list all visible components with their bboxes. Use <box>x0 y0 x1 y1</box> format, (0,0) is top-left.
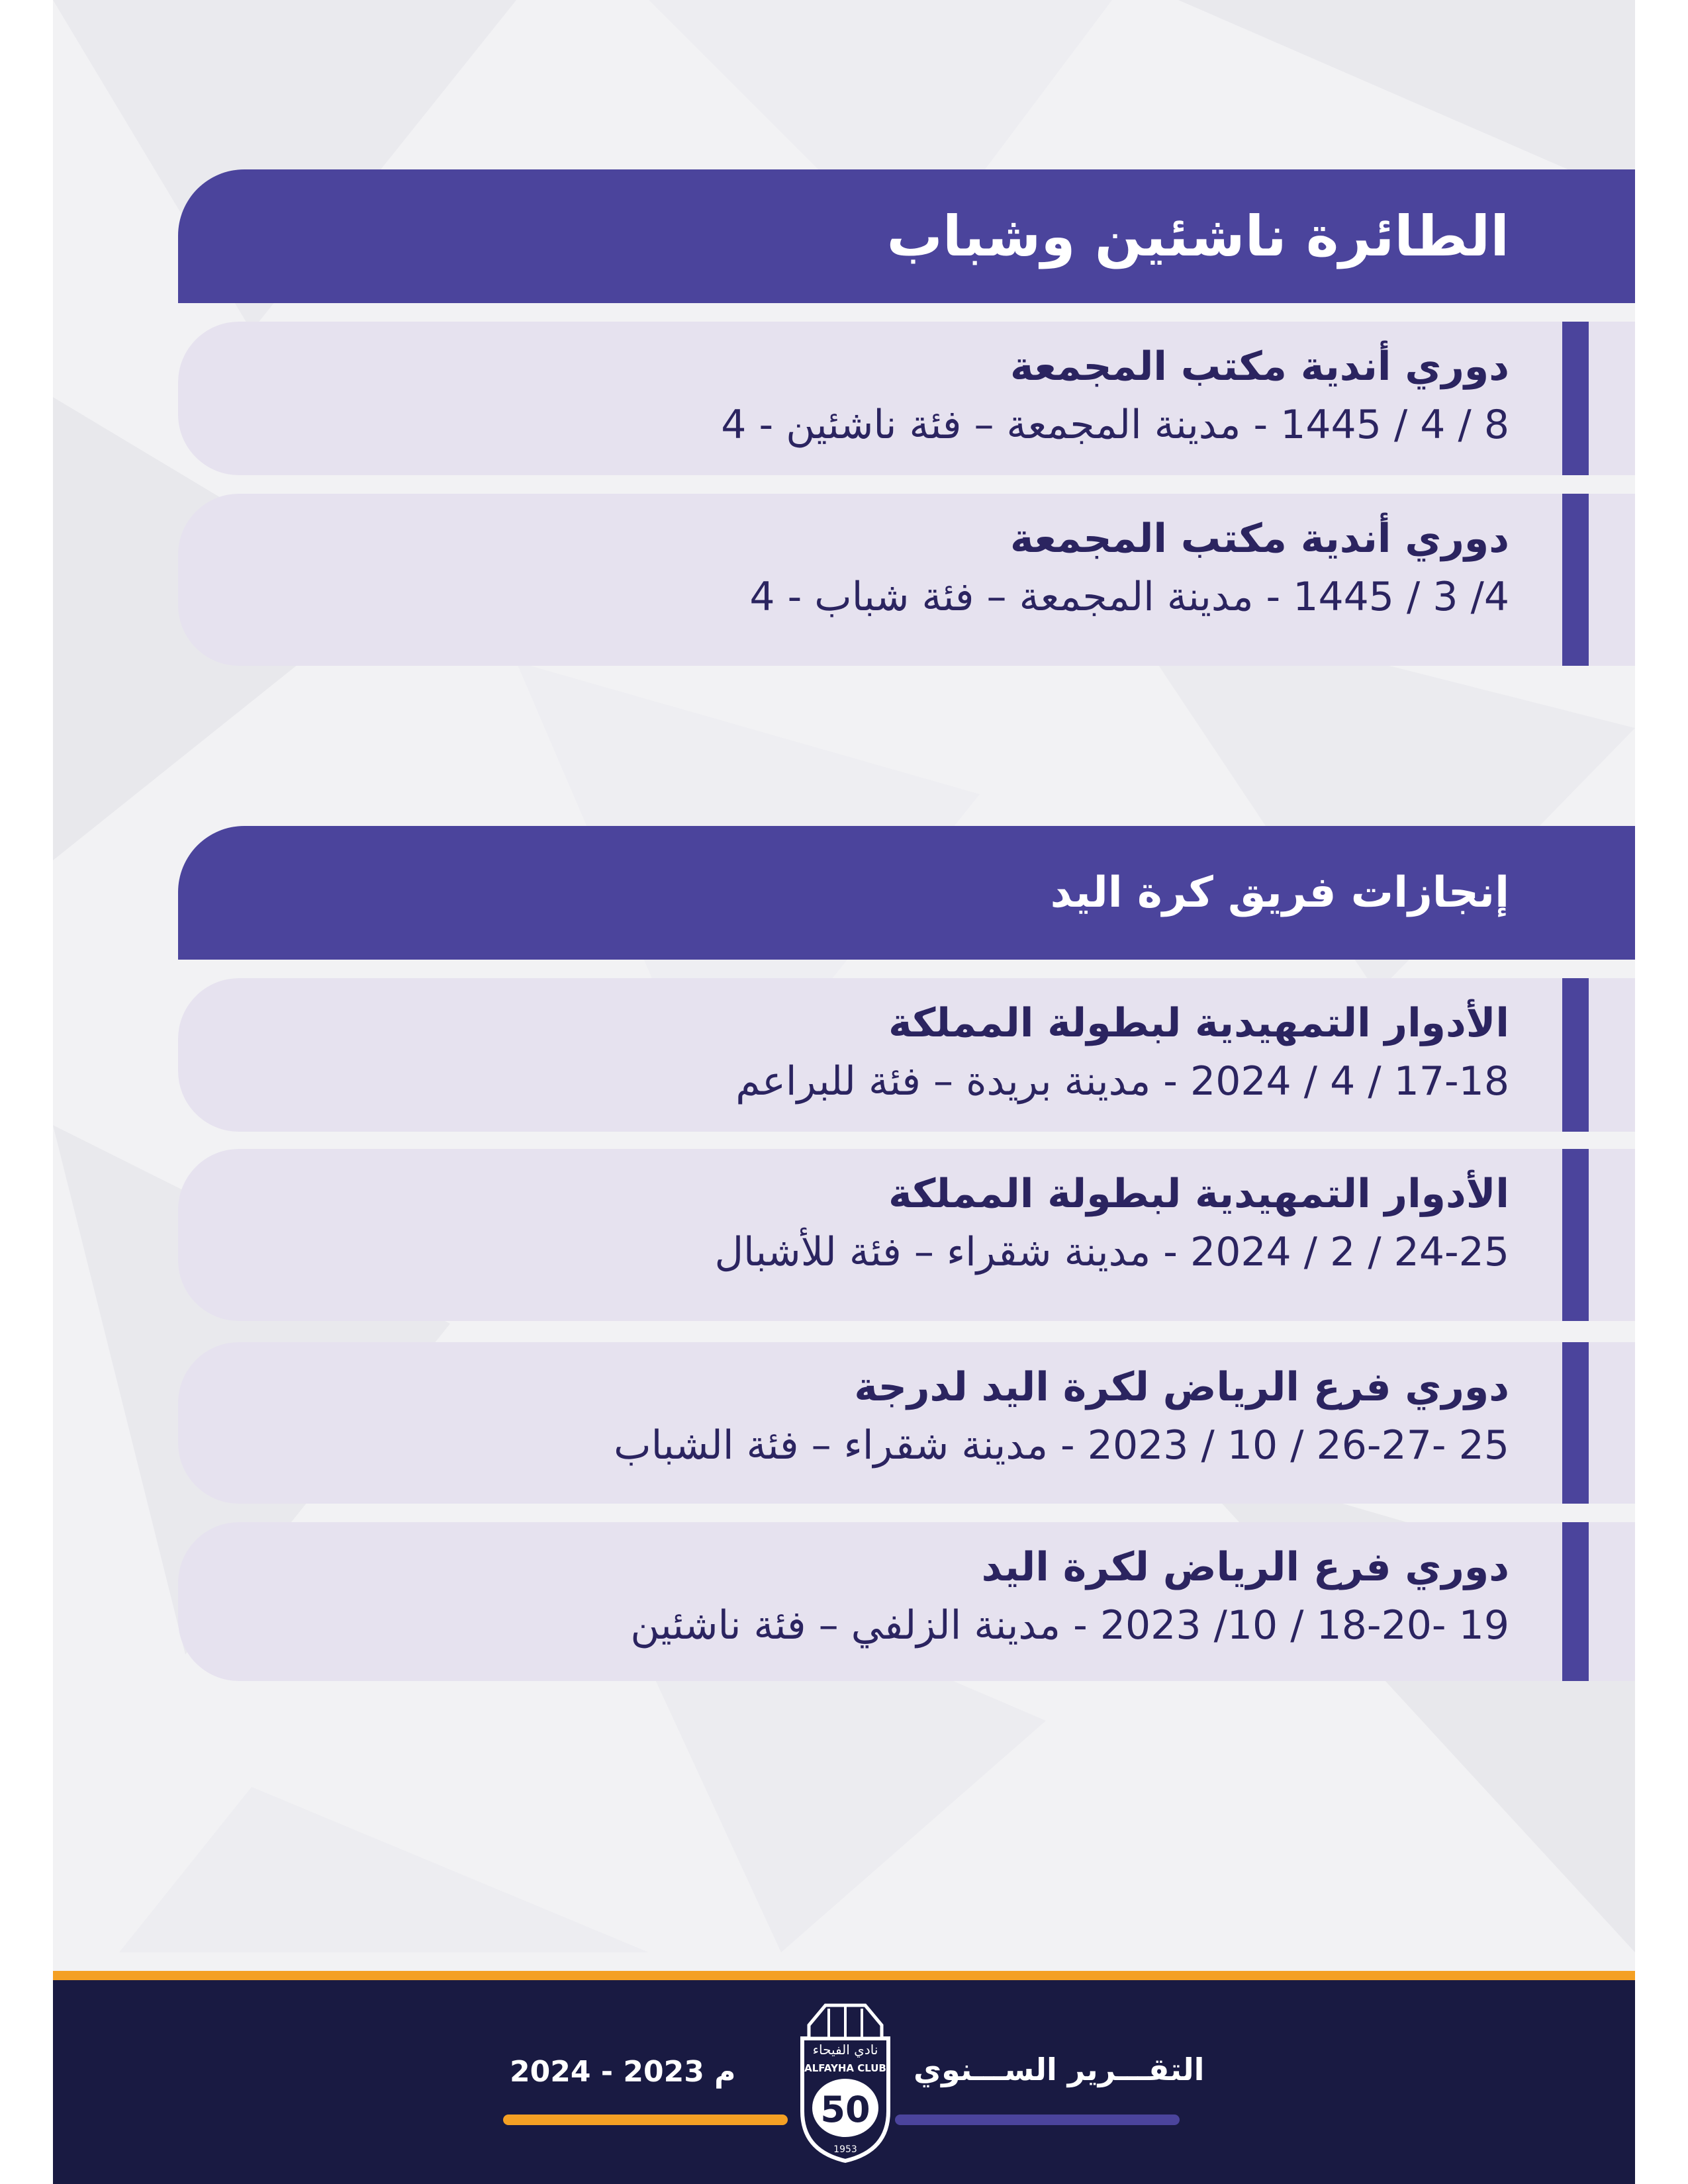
card-accent-bar <box>1562 1149 1589 1321</box>
card-detail: 17-18 / 4 / 2024 - مدينة بريدة – فئة للبراعم <box>735 1058 1509 1105</box>
club-logo-icon <box>789 1999 902 2164</box>
achievement-card <box>178 1522 1635 1681</box>
card-title: دوري أندية مكتب المجمعة <box>1009 343 1509 390</box>
section-title: إنجازات فريق كرة اليد <box>1050 868 1509 917</box>
card-title: دوري فرع الرياض لكرة اليد <box>981 1544 1509 1590</box>
footer-accent-stripe <box>53 1971 1635 1980</box>
card-detail: 8 / 4 / 1445 - مدينة المجمعة – فئة ناشئين - 4 <box>721 402 1509 448</box>
section-header-handball <box>178 826 1635 960</box>
card-detail: 24-25 / 2 / 2024 - مدينة شقراء – فئة للأشبال <box>714 1229 1509 1275</box>
achievement-card <box>178 1149 1635 1321</box>
card-detail: 25 -26-27 / 10 / 2023 - مدينة شقراء – فئة الشباب <box>614 1422 1509 1469</box>
achievement-card <box>178 978 1635 1132</box>
section-title: الطائرة ناشئين وشباب <box>886 204 1509 269</box>
card-title: الأدوار التمهيدية لبطولة المملكة <box>888 1000 1509 1046</box>
achievement-card <box>178 322 1635 475</box>
card-accent-bar <box>1562 1342 1589 1504</box>
card-accent-bar <box>1562 494 1589 666</box>
logo-number: 50 <box>820 2089 870 2130</box>
card-title: دوري فرع الرياض لكرة اليد لدرجة <box>854 1364 1509 1410</box>
card-detail: 19 -18-20 / 10/ 2023 - مدينة الزلفي – فئة ناشئين <box>630 1602 1509 1649</box>
achievement-card <box>178 494 1635 666</box>
card-detail: 4/ 3 / 1445 - مدينة المجمعة – فئة شباب - 4 <box>749 574 1509 620</box>
logo-year: 1953 <box>833 2144 857 2155</box>
logo-english-text: ALFAYHA CLUB <box>804 2062 886 2074</box>
card-accent-bar <box>1562 978 1589 1132</box>
card-title: دوري أندية مكتب المجمعة <box>1009 516 1509 562</box>
card-accent-bar <box>1562 1522 1589 1681</box>
report-years: 2024 - 2023 م <box>510 2055 736 2089</box>
annual-report-title: التقـــرير الســـنوي <box>914 2052 1205 2087</box>
section-header-volleyball <box>178 169 1635 303</box>
logo-arabic-text: نادي الفيحاء <box>812 2042 878 2058</box>
achievement-card <box>178 1342 1635 1504</box>
card-accent-bar <box>1562 322 1589 475</box>
footer-line-orange <box>503 2115 788 2125</box>
card-title: الأدوار التمهيدية لبطولة المملكة <box>888 1171 1509 1217</box>
footer-line-blue <box>895 2115 1180 2125</box>
